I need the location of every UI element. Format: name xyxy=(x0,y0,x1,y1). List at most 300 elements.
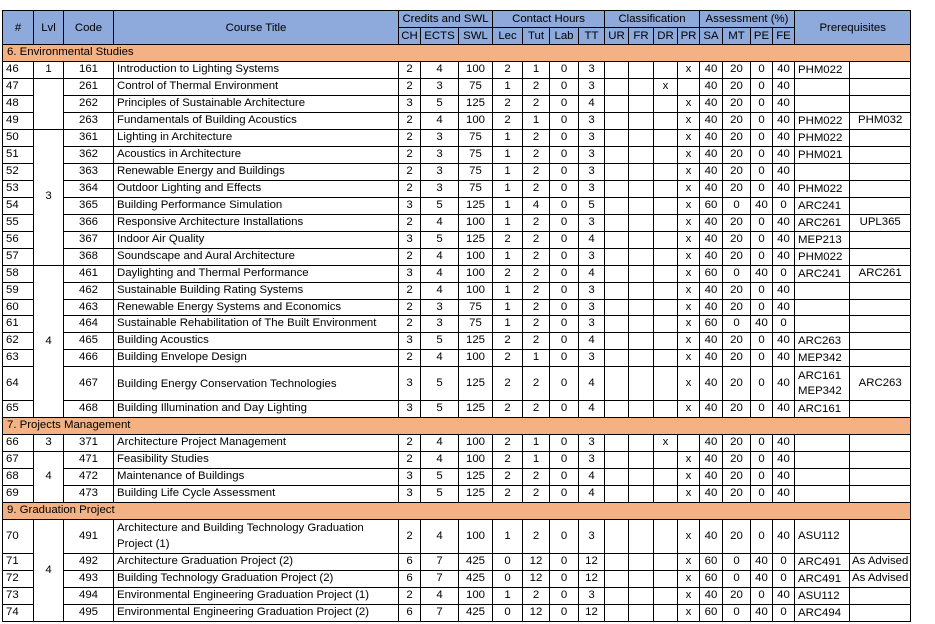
header-lec: Lec xyxy=(493,28,523,45)
header-contact-group: Contact Hours xyxy=(493,11,605,28)
assess-pe: 40 xyxy=(751,553,773,570)
credit-hours: 3 xyxy=(399,333,421,350)
course-number: 53 xyxy=(3,180,34,197)
lecture-hours: 0 xyxy=(493,604,523,621)
class-pr: x xyxy=(678,316,700,333)
lab-hours: 0 xyxy=(550,112,579,129)
header-mt: MT xyxy=(723,28,751,45)
prerequisite-1: ARC261 xyxy=(795,214,850,231)
class-fr xyxy=(629,519,654,553)
ects: 3 xyxy=(421,146,459,163)
assess-fe: 40 xyxy=(773,333,795,350)
credit-hours: 3 xyxy=(399,197,421,214)
credit-hours: 2 xyxy=(399,452,421,469)
total-hours: 5 xyxy=(579,197,605,214)
header-pr: PR xyxy=(678,28,700,45)
assess-sa: 40 xyxy=(700,282,723,299)
course-row xyxy=(3,299,911,316)
swl: 125 xyxy=(459,95,493,112)
course-number: 52 xyxy=(3,163,34,180)
assess-sa: 40 xyxy=(700,146,723,163)
assess-mt: 20 xyxy=(723,587,751,604)
class-dr xyxy=(654,265,678,282)
credit-hours: 2 xyxy=(399,299,421,316)
ects: 7 xyxy=(421,604,459,621)
class-pr: x xyxy=(678,299,700,316)
assess-pe: 40 xyxy=(751,316,773,333)
course-number: 49 xyxy=(3,112,34,129)
class-ur xyxy=(605,519,629,553)
assess-mt: 20 xyxy=(723,78,751,95)
lecture-hours: 2 xyxy=(493,95,523,112)
header-credits-group: Credits and SWL xyxy=(399,11,493,28)
course-code: 367 xyxy=(64,231,114,248)
prerequisite-2 xyxy=(850,146,911,163)
assess-sa: 40 xyxy=(700,95,723,112)
course-level: 1 xyxy=(34,61,64,78)
course-row xyxy=(3,485,911,502)
course-row xyxy=(3,435,911,452)
assess-sa: 40 xyxy=(700,299,723,316)
class-dr xyxy=(654,129,678,146)
swl: 100 xyxy=(459,350,493,367)
assess-mt: 20 xyxy=(723,61,751,78)
credit-hours: 6 xyxy=(399,553,421,570)
course-row xyxy=(3,214,911,231)
class-dr xyxy=(654,163,678,180)
prerequisite-1: MEP342 xyxy=(795,350,850,367)
course-number: 74 xyxy=(3,604,34,621)
class-pr: x xyxy=(678,61,700,78)
credit-hours: 3 xyxy=(399,95,421,112)
course-row xyxy=(3,248,911,265)
class-dr xyxy=(654,146,678,163)
tutorial-hours: 2 xyxy=(523,163,550,180)
tutorial-hours: 2 xyxy=(523,485,550,502)
class-dr xyxy=(654,587,678,604)
prerequisite-1: MEP213 xyxy=(795,231,850,248)
course-table-container xyxy=(2,10,911,622)
tutorial-hours: 2 xyxy=(523,316,550,333)
class-ur xyxy=(605,333,629,350)
course-code: 494 xyxy=(64,587,114,604)
total-hours: 4 xyxy=(579,95,605,112)
swl: 100 xyxy=(459,587,493,604)
total-hours: 3 xyxy=(579,350,605,367)
course-number: 73 xyxy=(3,587,34,604)
tutorial-hours: 2 xyxy=(523,401,550,418)
course-number: 67 xyxy=(3,452,34,469)
class-ur xyxy=(605,112,629,129)
swl: 125 xyxy=(459,231,493,248)
total-hours: 3 xyxy=(579,587,605,604)
ects: 5 xyxy=(421,231,459,248)
tutorial-hours: 2 xyxy=(523,299,550,316)
prerequisite-2 xyxy=(850,316,911,333)
course-title: Building Acoustics xyxy=(114,333,399,350)
class-dr xyxy=(654,197,678,214)
assess-fe: 40 xyxy=(773,587,795,604)
assess-pe: 0 xyxy=(751,435,773,452)
prerequisite-2: ARC261 xyxy=(850,265,911,282)
course-number: 66 xyxy=(3,435,34,452)
class-dr xyxy=(654,214,678,231)
course-code: 368 xyxy=(64,248,114,265)
course-title: Responsive Architecture Installations xyxy=(114,214,399,231)
tutorial-hours: 2 xyxy=(523,129,550,146)
lecture-hours: 1 xyxy=(493,316,523,333)
assess-pe: 0 xyxy=(751,401,773,418)
lecture-hours: 2 xyxy=(493,333,523,350)
assess-pe: 0 xyxy=(751,163,773,180)
lab-hours: 0 xyxy=(550,367,579,401)
course-number: 54 xyxy=(3,197,34,214)
lab-hours: 0 xyxy=(550,485,579,502)
lecture-hours: 1 xyxy=(493,180,523,197)
total-hours: 3 xyxy=(579,129,605,146)
assess-pe: 0 xyxy=(751,61,773,78)
assess-pe: 0 xyxy=(751,350,773,367)
class-fr xyxy=(629,350,654,367)
assess-pe: 0 xyxy=(751,452,773,469)
credit-hours: 2 xyxy=(399,350,421,367)
total-hours: 4 xyxy=(579,401,605,418)
swl: 75 xyxy=(459,299,493,316)
total-hours: 12 xyxy=(579,604,605,621)
class-pr: x xyxy=(678,350,700,367)
course-title: Building Technology Graduation Project (2) xyxy=(114,570,399,587)
course-code: 365 xyxy=(64,197,114,214)
class-pr: x xyxy=(678,485,700,502)
course-level: 4 xyxy=(34,452,64,503)
course-number: 72 xyxy=(3,570,34,587)
course-title: Renewable Energy and Buildings xyxy=(114,163,399,180)
lab-hours: 0 xyxy=(550,129,579,146)
course-number: 55 xyxy=(3,214,34,231)
assess-pe: 0 xyxy=(751,129,773,146)
class-pr: x xyxy=(678,197,700,214)
swl: 125 xyxy=(459,367,493,401)
tutorial-hours: 4 xyxy=(523,197,550,214)
class-pr: x xyxy=(678,95,700,112)
prerequisite-1 xyxy=(795,469,850,486)
lab-hours: 0 xyxy=(550,214,579,231)
swl: 125 xyxy=(459,401,493,418)
credit-hours: 6 xyxy=(399,570,421,587)
assess-sa: 40 xyxy=(700,435,723,452)
assess-pe: 0 xyxy=(751,214,773,231)
course-code: 468 xyxy=(64,401,114,418)
section-header xyxy=(3,418,911,435)
course-row xyxy=(3,452,911,469)
assess-pe: 40 xyxy=(751,197,773,214)
assess-pe: 0 xyxy=(751,367,773,401)
tutorial-hours: 1 xyxy=(523,350,550,367)
assess-sa: 40 xyxy=(700,452,723,469)
credit-hours: 3 xyxy=(399,231,421,248)
header-sa: SA xyxy=(700,28,723,45)
course-row xyxy=(3,316,911,333)
course-number: 69 xyxy=(3,485,34,502)
total-hours: 4 xyxy=(579,485,605,502)
swl: 425 xyxy=(459,553,493,570)
ects: 4 xyxy=(421,61,459,78)
assess-mt: 20 xyxy=(723,435,751,452)
assess-fe: 40 xyxy=(773,350,795,367)
total-hours: 3 xyxy=(579,299,605,316)
assess-mt: 20 xyxy=(723,180,751,197)
total-hours: 3 xyxy=(579,316,605,333)
swl: 100 xyxy=(459,112,493,129)
class-dr xyxy=(654,299,678,316)
course-number: 50 xyxy=(3,129,34,146)
ects: 4 xyxy=(421,452,459,469)
assess-mt: 20 xyxy=(723,231,751,248)
assess-pe: 0 xyxy=(751,469,773,486)
course-row xyxy=(3,163,911,180)
prerequisite-1 xyxy=(795,435,850,452)
ects: 5 xyxy=(421,333,459,350)
assess-fe: 40 xyxy=(773,299,795,316)
course-code: 364 xyxy=(64,180,114,197)
lab-hours: 0 xyxy=(550,570,579,587)
assess-mt: 20 xyxy=(723,163,751,180)
tutorial-hours: 2 xyxy=(523,587,550,604)
assess-sa: 40 xyxy=(700,350,723,367)
class-fr xyxy=(629,452,654,469)
course-number: 59 xyxy=(3,282,34,299)
course-title: Building Energy Conservation Technologies xyxy=(114,367,399,401)
prerequisite-1: PHM022 xyxy=(795,248,850,265)
course-table xyxy=(2,10,911,622)
class-ur xyxy=(605,316,629,333)
total-hours: 4 xyxy=(579,265,605,282)
ects: 3 xyxy=(421,180,459,197)
assess-sa: 40 xyxy=(700,112,723,129)
assess-pe: 40 xyxy=(751,570,773,587)
prerequisite-2 xyxy=(850,587,911,604)
prerequisite-1 xyxy=(795,78,850,95)
class-fr xyxy=(629,333,654,350)
ects: 4 xyxy=(421,214,459,231)
lecture-hours: 2 xyxy=(493,485,523,502)
class-ur xyxy=(605,570,629,587)
lab-hours: 0 xyxy=(550,282,579,299)
class-ur xyxy=(605,197,629,214)
credit-hours: 2 xyxy=(399,163,421,180)
prerequisite-1: ARC241 xyxy=(795,197,850,214)
class-ur xyxy=(605,587,629,604)
assess-fe: 0 xyxy=(773,604,795,621)
assess-sa: 40 xyxy=(700,163,723,180)
lab-hours: 0 xyxy=(550,469,579,486)
tutorial-hours: 12 xyxy=(523,604,550,621)
class-dr xyxy=(654,95,678,112)
lecture-hours: 1 xyxy=(493,129,523,146)
tutorial-hours: 2 xyxy=(523,333,550,350)
header-num: # xyxy=(3,11,34,45)
header-dr: DR xyxy=(654,28,678,45)
swl: 75 xyxy=(459,146,493,163)
lab-hours: 0 xyxy=(550,180,579,197)
header-ur: UR xyxy=(605,28,629,45)
lab-hours: 0 xyxy=(550,350,579,367)
class-fr xyxy=(629,248,654,265)
course-code: 473 xyxy=(64,485,114,502)
class-dr xyxy=(654,519,678,553)
prerequisite-1 xyxy=(795,316,850,333)
credit-hours: 2 xyxy=(399,435,421,452)
class-dr xyxy=(654,367,678,401)
course-code: 363 xyxy=(64,163,114,180)
prerequisite-2 xyxy=(850,180,911,197)
credit-hours: 3 xyxy=(399,401,421,418)
lecture-hours: 1 xyxy=(493,214,523,231)
prerequisite-1: ASU112 xyxy=(795,519,850,553)
assess-pe: 40 xyxy=(751,265,773,282)
course-row xyxy=(3,78,911,95)
credit-hours: 2 xyxy=(399,248,421,265)
assess-pe: 0 xyxy=(751,112,773,129)
total-hours: 12 xyxy=(579,553,605,570)
assess-sa: 40 xyxy=(700,231,723,248)
assess-mt: 0 xyxy=(723,197,751,214)
credit-hours: 3 xyxy=(399,485,421,502)
class-pr: x xyxy=(678,180,700,197)
ects: 7 xyxy=(421,553,459,570)
credit-hours: 2 xyxy=(399,146,421,163)
class-dr xyxy=(654,248,678,265)
assess-mt: 20 xyxy=(723,299,751,316)
assess-fe: 0 xyxy=(773,570,795,587)
header-lab: Lab xyxy=(550,28,579,45)
lab-hours: 0 xyxy=(550,231,579,248)
course-row xyxy=(3,231,911,248)
section-header xyxy=(3,502,911,519)
credit-hours: 2 xyxy=(399,519,421,553)
course-title: Environmental Engineering Graduation Project (2) xyxy=(114,604,399,621)
prerequisite-2 xyxy=(850,78,911,95)
assess-fe: 40 xyxy=(773,231,795,248)
assess-sa: 40 xyxy=(700,469,723,486)
ects: 4 xyxy=(421,587,459,604)
header-code: Code xyxy=(64,11,114,45)
course-row xyxy=(3,282,911,299)
swl: 125 xyxy=(459,197,493,214)
class-pr: x xyxy=(678,570,700,587)
section-title: 9. Graduation Project xyxy=(3,502,911,519)
class-pr: x xyxy=(678,265,700,282)
course-code: 493 xyxy=(64,570,114,587)
class-fr xyxy=(629,570,654,587)
total-hours: 3 xyxy=(579,163,605,180)
course-number: 46 xyxy=(3,61,34,78)
lecture-hours: 2 xyxy=(493,435,523,452)
prerequisite-1: ARC491 xyxy=(795,553,850,570)
course-title: Acoustics in Architecture xyxy=(114,146,399,163)
course-title: Soundscape and Aural Architecture xyxy=(114,248,399,265)
total-hours: 4 xyxy=(579,367,605,401)
assess-pe: 40 xyxy=(751,604,773,621)
header-assessment-group: Assessment (%) xyxy=(700,11,795,28)
assess-sa: 60 xyxy=(700,197,723,214)
assess-sa: 40 xyxy=(700,401,723,418)
class-ur xyxy=(605,129,629,146)
assess-fe: 40 xyxy=(773,367,795,401)
course-title: Lighting in Architecture xyxy=(114,129,399,146)
lab-hours: 0 xyxy=(550,248,579,265)
ects: 4 xyxy=(421,282,459,299)
assess-mt: 20 xyxy=(723,146,751,163)
assess-pe: 0 xyxy=(751,299,773,316)
class-ur xyxy=(605,367,629,401)
credit-hours: 3 xyxy=(399,469,421,486)
prerequisite-2: As Advised xyxy=(850,570,911,587)
swl: 100 xyxy=(459,435,493,452)
course-number: 51 xyxy=(3,146,34,163)
class-pr: x xyxy=(678,553,700,570)
lab-hours: 0 xyxy=(550,146,579,163)
class-dr xyxy=(654,553,678,570)
prerequisite-2 xyxy=(850,485,911,502)
prerequisite-2 xyxy=(850,61,911,78)
course-title: Outdoor Lighting and Effects xyxy=(114,180,399,197)
ects: 3 xyxy=(421,129,459,146)
class-ur xyxy=(605,452,629,469)
ects: 5 xyxy=(421,469,459,486)
course-level: 4 xyxy=(34,265,64,418)
class-pr: x xyxy=(678,214,700,231)
assess-pe: 0 xyxy=(751,485,773,502)
lab-hours: 0 xyxy=(550,95,579,112)
course-code: 461 xyxy=(64,265,114,282)
lecture-hours: 1 xyxy=(493,519,523,553)
credit-hours: 2 xyxy=(399,214,421,231)
class-dr xyxy=(654,61,678,78)
lecture-hours: 2 xyxy=(493,350,523,367)
course-code: 362 xyxy=(64,146,114,163)
prerequisite-2 xyxy=(850,452,911,469)
swl: 425 xyxy=(459,570,493,587)
total-hours: 3 xyxy=(579,180,605,197)
credit-hours: 2 xyxy=(399,316,421,333)
prerequisite-2: UPL365 xyxy=(850,214,911,231)
assess-fe: 0 xyxy=(773,265,795,282)
assess-pe: 0 xyxy=(751,282,773,299)
lecture-hours: 2 xyxy=(493,452,523,469)
assess-fe: 40 xyxy=(773,452,795,469)
assess-pe: 0 xyxy=(751,146,773,163)
assess-pe: 0 xyxy=(751,78,773,95)
assess-fe: 40 xyxy=(773,214,795,231)
class-dr xyxy=(654,485,678,502)
header-course-title: Course Title xyxy=(114,11,399,45)
class-pr: x xyxy=(678,112,700,129)
course-title: Sustainable Building Rating Systems xyxy=(114,282,399,299)
prerequisite-1: PHM021 xyxy=(795,146,850,163)
assess-fe: 0 xyxy=(773,316,795,333)
tutorial-hours: 2 xyxy=(523,469,550,486)
total-hours: 3 xyxy=(579,112,605,129)
class-fr xyxy=(629,435,654,452)
total-hours: 3 xyxy=(579,214,605,231)
class-fr xyxy=(629,61,654,78)
ects: 7 xyxy=(421,570,459,587)
course-title: Architecture Graduation Project (2) xyxy=(114,553,399,570)
total-hours: 12 xyxy=(579,570,605,587)
class-fr xyxy=(629,587,654,604)
course-number: 68 xyxy=(3,469,34,486)
